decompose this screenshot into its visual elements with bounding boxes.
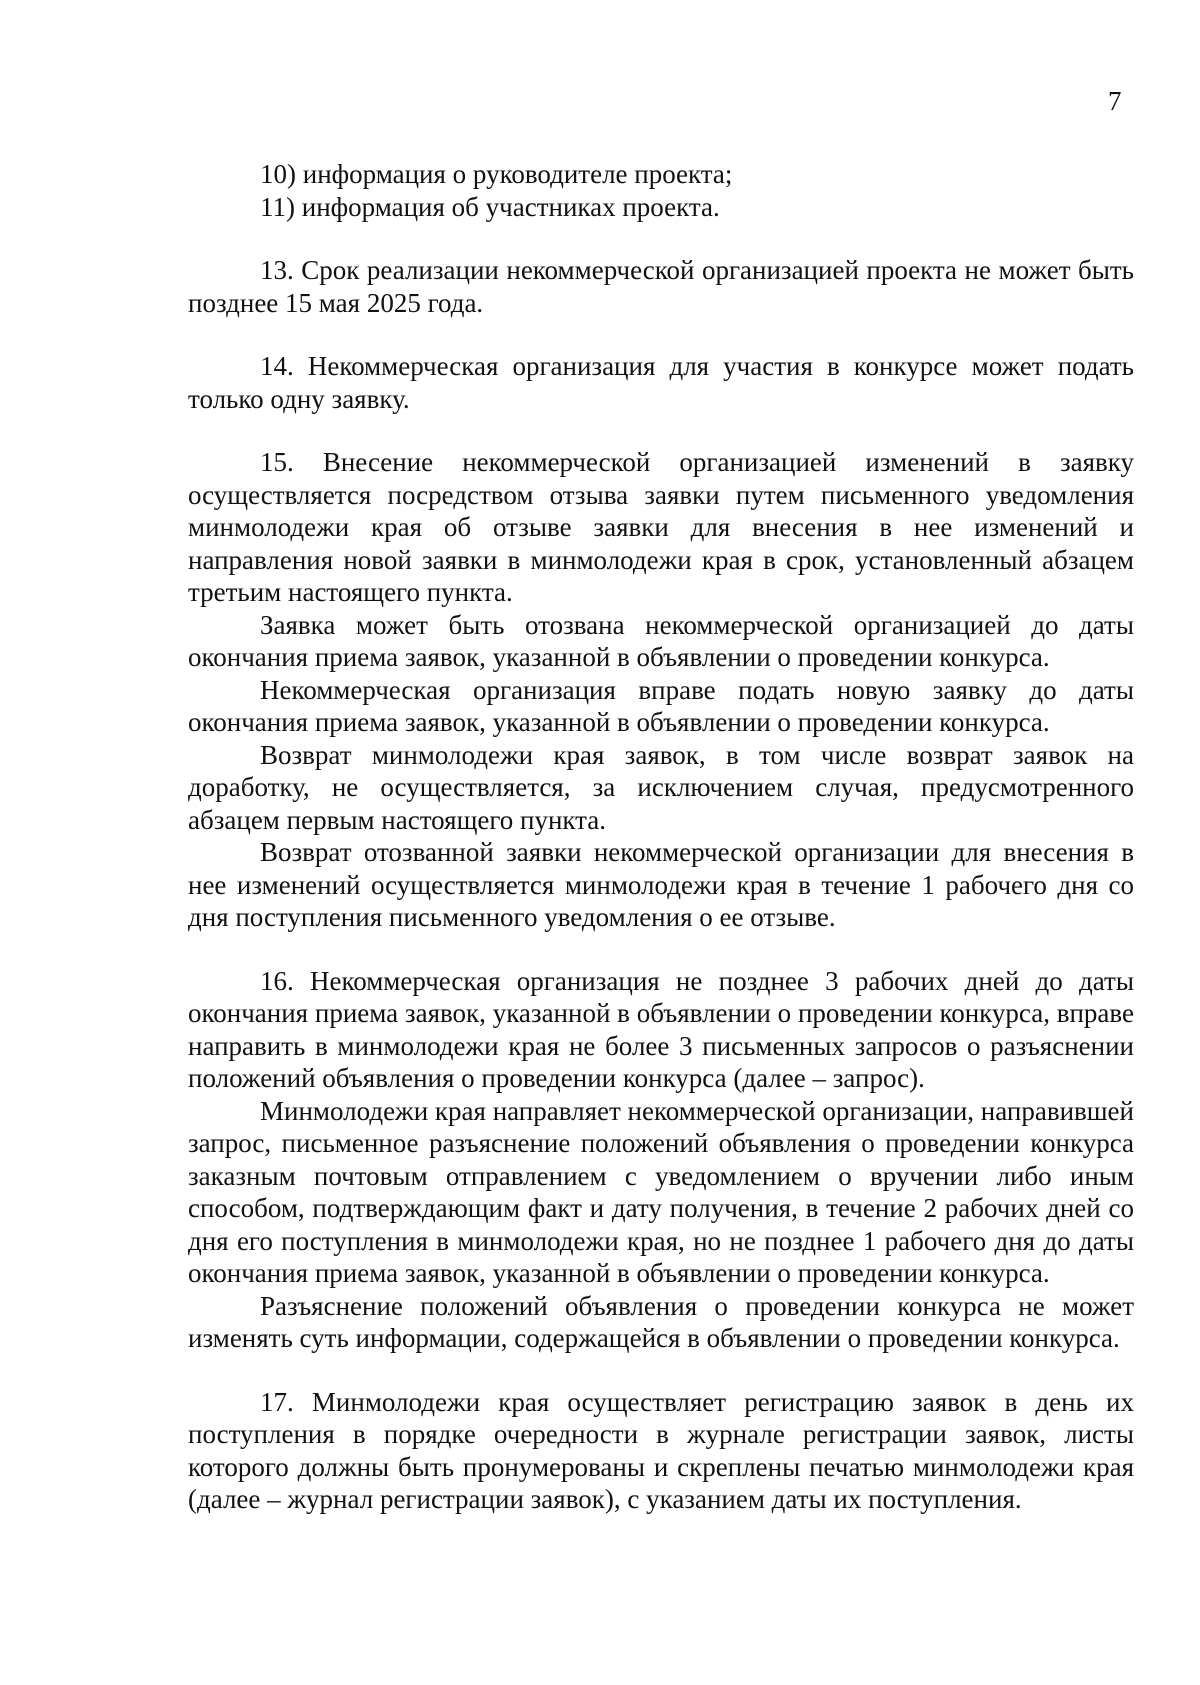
list-item-11: 11) информация об участниках проекта. <box>260 191 720 222</box>
clause-15: 15. Внесение некоммерческой организацией изменений в заявку осуществляется посредством отзыва заявки путем письменного уведомления минмолодежи края об отзыве заявки для внесения в нее изменений и направления новой заявки в минмолодежи края в срок, установленный абзацем третьим настоящего пункта. <box>188 447 1134 607</box>
clause-16-paragraph-3: Разъяснение положений объявления о проведении конкурса не может изменять суть информации, содержащейся в объявлении о проведении конкурса. <box>188 1290 1134 1353</box>
document-body <box>188 158 1134 1516</box>
clause-16: 16. Некоммерческая организация не позднее 3 рабочих дней до даты окончания приема заявок, указанной в объявлении о проведении конкурса, вправе направить в минмолодежи края не более 3 письменных запросов о разъяснении положений объявления о проведении конкурса (далее – запрос). <box>188 965 1134 1093</box>
clause-15-paragraph-5: Возврат отозванной заявки некоммерческой организации для внесения в нее изменений осуществляется минмолодежи края в течение 1 рабочего дня со дня поступления письменного уведомления о ее отзыве. <box>188 837 1134 932</box>
clause-14: 14. Некоммерческая организация для участия в конкурсе может подать только одну заявку. <box>188 351 1134 414</box>
clause-16-paragraph-2: Минмолодежи края направляет некоммерческой организации, направившей запрос, письменное разъяснение положений объявления о проведении конкурса заказным почтовым отправлением с уведомлением о вручении либо иным способом, подтверждающим факт и дату получения, в течение 2 рабочих дней со дня его поступления в минмолодежи края, но не позднее 1 рабочего дня до даты окончания приема заявок, указанной в объявлении о проведении конкурса. <box>188 1095 1134 1288</box>
clause-15-paragraph-3: Некоммерческая организация вправе подать новую заявку до даты окончания приема заявок, указанной в объявлении о проведении конкурса. <box>188 674 1134 737</box>
clause-15-paragraph-4: Возврат минмолодежи края заявок, в том числе возврат заявок на доработку, не осуществляется, за исключением случая, предусмотренного абзацем первым настоящего пункта. <box>188 739 1134 835</box>
clause-17: 17. Минмолодежи края осуществляет регистрацию заявок в день их поступления в порядке очередности в журнале регистрации заявок, листы которого должны быть пронумерованы и скреплены печатью минмолодежи края (далее – журнал регистрации заявок), с указанием даты их поступления. <box>188 1386 1134 1514</box>
clause-15-paragraph-2: Заявка может быть отозвана некоммерческой организацией до даты окончания приема заявок, указанной в объявлении о проведении конкурса. <box>188 609 1134 672</box>
clause-13: 13. Срок реализации некоммерческой организацией проекта не может быть позднее 15 мая 2025 года. <box>188 255 1134 318</box>
page-number: 7 <box>1108 86 1122 116</box>
list-item-10: 10) информация о руководителе проекта; <box>260 159 733 189</box>
